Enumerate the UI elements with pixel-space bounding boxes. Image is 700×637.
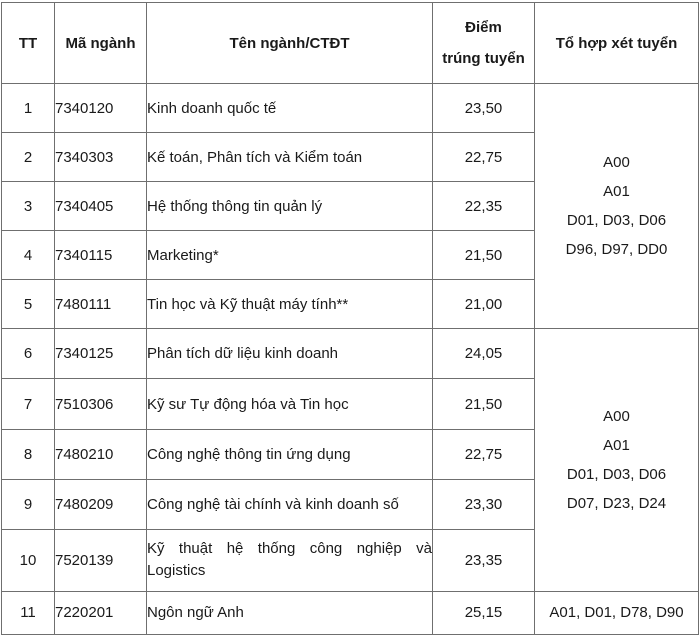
admission-scores-table <box>1 2 699 635</box>
row-tt: 4 <box>2 231 55 280</box>
row-tt: 11 <box>2 591 55 634</box>
row-name: Kỹ thuật hệ thống công nghiệp và Logistics <box>147 529 433 591</box>
row-code: 7340115 <box>55 231 147 280</box>
combo-cell-group1 <box>535 84 699 329</box>
row-code: 7220201 <box>55 591 147 634</box>
row-name: Marketing* <box>147 231 433 280</box>
row-score: 22,35 <box>433 182 535 231</box>
combo-line: D01, D03, D06 <box>566 212 667 230</box>
row-name: Ngôn ngữ Anh <box>147 591 433 634</box>
row-name: Tin học và Kỹ thuật máy tính** <box>147 280 433 329</box>
header-row <box>2 3 699 84</box>
row-tt: 2 <box>2 133 55 182</box>
row-code: 7510306 <box>55 379 147 429</box>
row-score: 24,05 <box>433 329 535 379</box>
row-score: 23,35 <box>433 529 535 591</box>
combo-line: A01 <box>603 183 630 201</box>
combo-line: A00 <box>603 154 630 172</box>
combo-line: A01, D01, D78, D90 <box>549 604 684 622</box>
row-code: 7340303 <box>55 133 147 182</box>
combo-line: D01, D03, D06 <box>566 466 667 484</box>
combo-line: A01 <box>603 437 630 455</box>
row-code: 7340120 <box>55 84 147 133</box>
header-score <box>433 3 535 84</box>
row-score: 23,30 <box>433 479 535 529</box>
header-code: Mã ngành <box>55 3 147 84</box>
combo-cell-group2 <box>535 329 699 591</box>
table-row <box>2 84 699 133</box>
row-score: 21,50 <box>433 231 535 280</box>
row-score: 22,75 <box>433 133 535 182</box>
row-tt: 3 <box>2 182 55 231</box>
combo-line: D96, D97, DD0 <box>565 241 668 259</box>
row-tt: 8 <box>2 429 55 479</box>
row-score: 21,50 <box>433 379 535 429</box>
row-name: Hệ thống thông tin quản lý <box>147 182 433 231</box>
row-name: Kế toán, Phân tích và Kiểm toán <box>147 133 433 182</box>
header-name: Tên ngành/CTĐT <box>147 3 433 84</box>
row-name: Công nghệ thông tin ứng dụng <box>147 429 433 479</box>
row-tt: 7 <box>2 379 55 429</box>
header-score-line1: Điểm <box>465 19 502 36</box>
row-score: 23,50 <box>433 84 535 133</box>
row-name: Công nghệ tài chính và kinh doanh số <box>147 479 433 529</box>
row-score: 22,75 <box>433 429 535 479</box>
row-tt: 5 <box>2 280 55 329</box>
row-name: Phân tích dữ liệu kinh doanh <box>147 329 433 379</box>
header-score-line2: trúng tuyển <box>442 50 525 67</box>
table-row <box>2 591 699 634</box>
row-tt: 6 <box>2 329 55 379</box>
row-code: 7480111 <box>55 280 147 329</box>
table-row <box>2 329 699 379</box>
row-code: 7480209 <box>55 479 147 529</box>
combo-line: D07, D23, D24 <box>566 495 667 513</box>
row-tt: 1 <box>2 84 55 133</box>
combo-line: A00 <box>603 408 630 426</box>
header-combo: Tổ hợp xét tuyển <box>535 3 699 84</box>
row-code: 7480210 <box>55 429 147 479</box>
row-tt: 10 <box>2 529 55 591</box>
row-score: 25,15 <box>433 591 535 634</box>
row-code: 7520139 <box>55 529 147 591</box>
row-name: Kinh doanh quốc tế <box>147 84 433 133</box>
row-score: 21,00 <box>433 280 535 329</box>
combo-cell-group3 <box>535 591 699 634</box>
row-name: Kỹ sư Tự động hóa và Tin học <box>147 379 433 429</box>
row-code: 7340405 <box>55 182 147 231</box>
row-code: 7340125 <box>55 329 147 379</box>
row-tt: 9 <box>2 479 55 529</box>
header-tt: TT <box>2 3 55 84</box>
